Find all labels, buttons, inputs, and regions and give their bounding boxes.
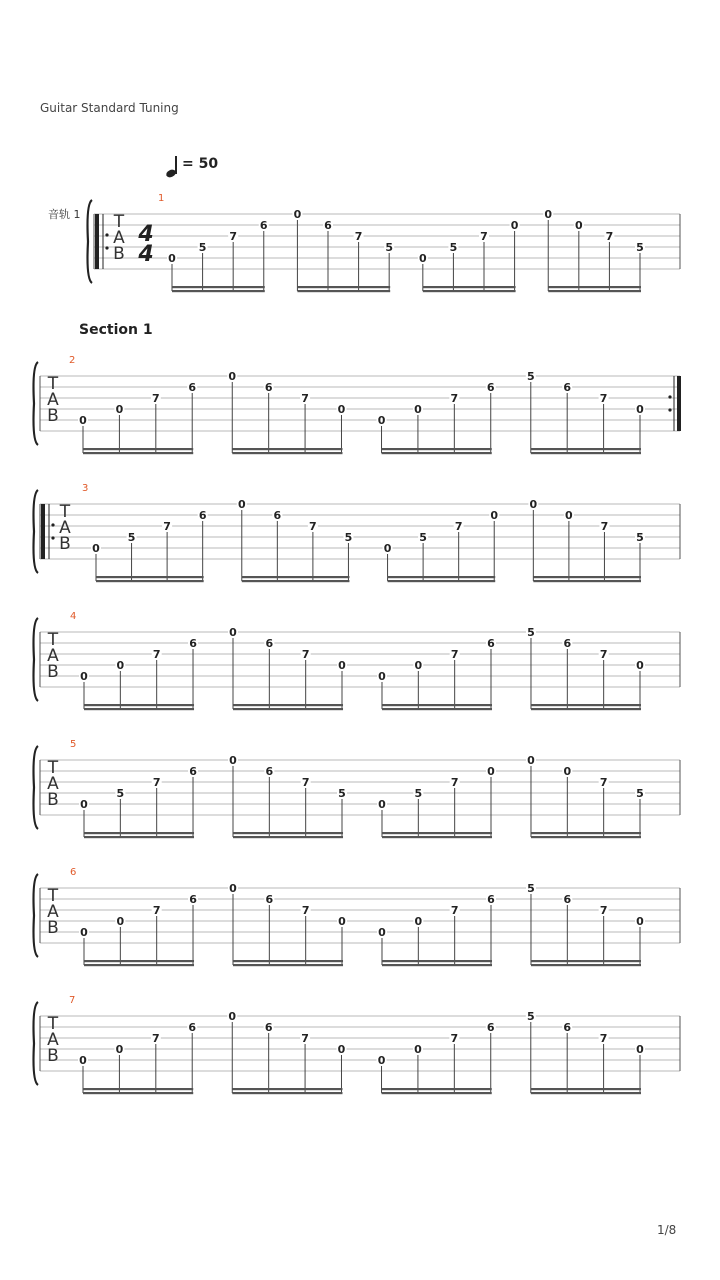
fret-number: 6 xyxy=(189,893,197,906)
beam xyxy=(233,964,343,966)
tuning-label: Guitar Standard Tuning xyxy=(40,101,179,115)
time-signature-bottom: 4 xyxy=(138,242,154,267)
fret-number: 0 xyxy=(378,798,386,811)
fret-number: 5 xyxy=(419,531,427,544)
fret-number: 0 xyxy=(636,403,644,416)
tab-clef-letter: A xyxy=(59,518,71,538)
fret-number: 0 xyxy=(574,219,583,232)
measure-number: 7 xyxy=(69,995,76,1006)
fret-number: 0 xyxy=(228,370,237,383)
fret-number: 0 xyxy=(636,1043,644,1056)
beam xyxy=(233,708,343,710)
fret-number: 0 xyxy=(510,219,519,232)
beam xyxy=(172,290,265,292)
beam xyxy=(531,1088,641,1090)
fret-number: 0 xyxy=(229,754,237,767)
fret-number: 7 xyxy=(599,776,608,789)
page-number: 1/8 xyxy=(657,1223,677,1237)
beam xyxy=(242,580,350,582)
fret-number: 0 xyxy=(636,915,644,928)
fret-number: 0 xyxy=(414,915,423,928)
beam xyxy=(382,960,492,962)
beam xyxy=(84,964,194,966)
fret-number: 7 xyxy=(152,904,161,917)
beam xyxy=(548,286,641,288)
fret-number: 0 xyxy=(228,1010,237,1023)
beam xyxy=(84,832,194,834)
fret-number: 7 xyxy=(599,904,608,917)
repeat-dot xyxy=(105,233,108,236)
fret-number: 0 xyxy=(378,926,386,939)
fret-number: 0 xyxy=(377,414,386,427)
fret-number: 0 xyxy=(168,252,176,265)
fret-number: 0 xyxy=(338,659,346,672)
fret-number: 6 xyxy=(188,1021,197,1034)
fret-number: 0 xyxy=(527,754,535,767)
tab-clef-letter: A xyxy=(47,1030,59,1050)
beam xyxy=(83,1088,193,1090)
fret-number: 7 xyxy=(301,392,309,405)
fret-number: 7 xyxy=(600,520,609,533)
beam xyxy=(382,832,492,834)
fret-number: 7 xyxy=(163,520,171,533)
beam xyxy=(84,704,194,706)
fret-number: 5 xyxy=(338,787,346,800)
fret-number: 7 xyxy=(229,230,238,243)
fret-number: 0 xyxy=(636,659,644,672)
beam xyxy=(297,290,390,292)
beam xyxy=(382,448,492,450)
fret-number: 7 xyxy=(301,904,310,917)
beam xyxy=(232,448,342,450)
fret-number: 7 xyxy=(151,1032,160,1045)
fret-number: 5 xyxy=(127,531,136,544)
fret-number: 0 xyxy=(383,542,392,555)
fret-number: 7 xyxy=(450,776,459,789)
beam xyxy=(531,1092,641,1094)
beam xyxy=(96,576,204,578)
fret-number: 6 xyxy=(487,893,495,906)
beam xyxy=(84,960,194,962)
beam xyxy=(382,1092,492,1094)
tempo-value: = 50 xyxy=(182,156,219,172)
tab-clef-letter: T xyxy=(59,502,71,522)
beam xyxy=(233,704,343,706)
repeat-dot xyxy=(51,536,54,539)
fret-number: 6 xyxy=(264,381,273,394)
measure-number: 5 xyxy=(70,739,77,750)
fret-number: 5 xyxy=(198,241,207,254)
beam xyxy=(548,290,641,292)
beam xyxy=(232,1092,342,1094)
section-label: Section 1 xyxy=(79,322,153,338)
tab-clef-letter: T xyxy=(47,758,59,778)
tab-clef-letter: T xyxy=(47,886,59,906)
repeat-dot xyxy=(668,408,671,411)
fret-number: 0 xyxy=(414,403,422,416)
tab-clef-letter: T xyxy=(47,374,59,394)
beam xyxy=(531,836,641,838)
repeat-end-thick-bar xyxy=(677,376,681,431)
fret-number: 0 xyxy=(414,659,423,672)
beam xyxy=(233,960,343,962)
fret-number: 5 xyxy=(414,787,423,800)
fret-number: 6 xyxy=(189,637,197,650)
tab-clef-letter: T xyxy=(47,1014,59,1034)
beam xyxy=(531,832,641,834)
fret-number: 0 xyxy=(80,798,88,811)
fret-number: 0 xyxy=(116,915,125,928)
repeat-dot xyxy=(51,523,54,526)
beam xyxy=(423,286,516,288)
fret-number: 7 xyxy=(301,776,310,789)
fret-number: 7 xyxy=(152,776,161,789)
beam xyxy=(83,452,193,454)
repeat-start-thick-bar xyxy=(41,504,45,559)
fret-number: 5 xyxy=(344,531,353,544)
beam xyxy=(84,836,194,838)
fret-number: 6 xyxy=(198,509,207,522)
fret-number: 6 xyxy=(264,1021,273,1034)
beam xyxy=(533,580,641,582)
beam xyxy=(382,704,492,706)
fret-number: 5 xyxy=(385,241,394,254)
system-brace xyxy=(88,200,93,283)
fret-number: 6 xyxy=(265,765,274,778)
fret-number: 0 xyxy=(79,1054,87,1067)
beam xyxy=(233,832,343,834)
beam xyxy=(172,286,265,288)
fret-number: 7 xyxy=(454,520,463,533)
beam xyxy=(531,964,641,966)
tab-clef-letter: B xyxy=(47,662,59,682)
system-brace xyxy=(34,1002,39,1085)
fret-number: 7 xyxy=(354,230,363,243)
fret-number: 6 xyxy=(487,637,495,650)
tab-clef-letter: B xyxy=(59,534,71,554)
beam xyxy=(84,708,194,710)
fret-number: 7 xyxy=(480,230,488,243)
beam xyxy=(242,576,350,578)
fret-number: 7 xyxy=(301,648,310,661)
fret-number: 6 xyxy=(324,219,332,232)
fret-number: 5 xyxy=(636,531,644,544)
fret-number: 6 xyxy=(259,219,268,232)
beam xyxy=(297,286,390,288)
fret-number: 0 xyxy=(544,208,553,221)
fret-number: 5 xyxy=(636,787,644,800)
beam xyxy=(382,452,492,454)
fret-number: 5 xyxy=(636,241,644,254)
beam xyxy=(533,576,641,578)
repeat-start-thick-bar xyxy=(95,214,99,269)
beam xyxy=(382,1088,492,1090)
fret-number: 6 xyxy=(188,381,197,394)
fret-number: 6 xyxy=(563,637,572,650)
fret-number: 0 xyxy=(565,509,573,522)
tab-clef-letter: B xyxy=(47,1046,59,1066)
measure-number: 2 xyxy=(69,355,76,366)
tab-clef-letter: B xyxy=(47,406,59,426)
beam xyxy=(96,580,204,582)
fret-number: 7 xyxy=(450,904,459,917)
measure-number: 4 xyxy=(70,611,77,622)
beam xyxy=(233,836,343,838)
beam xyxy=(382,836,492,838)
fret-number: 0 xyxy=(79,414,87,427)
fret-number: 7 xyxy=(450,1032,459,1045)
beam xyxy=(83,448,193,450)
fret-number: 0 xyxy=(338,915,346,928)
system-brace xyxy=(34,746,39,829)
tab-clef-letter: B xyxy=(113,244,125,264)
beam xyxy=(388,580,496,582)
beam xyxy=(531,452,641,454)
fret-number: 0 xyxy=(378,670,386,683)
fret-number: 6 xyxy=(273,509,282,522)
tab-clef-letter: A xyxy=(47,390,59,410)
fret-number: 0 xyxy=(229,882,237,895)
fret-number: 0 xyxy=(377,1054,386,1067)
fret-number: 0 xyxy=(237,498,246,511)
fret-number: 7 xyxy=(599,1032,608,1045)
system-brace xyxy=(34,618,39,701)
fret-number: 5 xyxy=(449,241,458,254)
fret-number: 7 xyxy=(151,392,160,405)
tab-clef-letter: A xyxy=(47,902,59,922)
repeat-dot xyxy=(105,246,108,249)
beam xyxy=(382,708,492,710)
measure-number: 3 xyxy=(82,483,89,494)
beam xyxy=(388,576,496,578)
fret-number: 7 xyxy=(301,1032,309,1045)
fret-number: 5 xyxy=(527,882,535,895)
system-brace xyxy=(34,362,39,445)
fret-number: 0 xyxy=(80,670,88,683)
beam xyxy=(423,290,516,292)
beam xyxy=(232,452,342,454)
tab-clef-letter: B xyxy=(47,790,59,810)
fret-number: 0 xyxy=(418,252,427,265)
time-signature-top: 4 xyxy=(138,222,154,247)
fret-number: 0 xyxy=(563,765,572,778)
measure-number: 1 xyxy=(158,193,165,204)
fret-number: 0 xyxy=(115,1043,124,1056)
fret-number: 0 xyxy=(229,626,237,639)
beam xyxy=(83,1092,193,1094)
fret-number: 0 xyxy=(529,498,538,511)
fret-number: 6 xyxy=(563,893,572,906)
fret-number: 0 xyxy=(293,208,302,221)
fret-number: 0 xyxy=(115,403,124,416)
fret-number: 0 xyxy=(337,1043,346,1056)
fret-number: 6 xyxy=(486,1021,495,1034)
fret-number: 7 xyxy=(309,520,317,533)
fret-number: 5 xyxy=(526,370,535,383)
fret-number: 5 xyxy=(527,626,535,639)
fret-number: 6 xyxy=(265,893,274,906)
fret-number: 7 xyxy=(599,648,608,661)
fret-number: 6 xyxy=(189,765,197,778)
beam xyxy=(232,1088,342,1090)
beam xyxy=(531,704,641,706)
measure-number: 6 xyxy=(70,867,77,878)
beam xyxy=(531,708,641,710)
tab-clef-letter: A xyxy=(47,774,59,794)
fret-number: 5 xyxy=(116,787,125,800)
fret-number: 7 xyxy=(599,392,608,405)
fret-number: 0 xyxy=(337,403,346,416)
fret-number: 6 xyxy=(563,1021,572,1034)
fret-number: 7 xyxy=(450,392,459,405)
system-brace xyxy=(34,490,39,573)
tab-clef-letter: T xyxy=(113,212,125,232)
beam xyxy=(531,960,641,962)
fret-number: 6 xyxy=(563,381,572,394)
tab-clef-letter: T xyxy=(47,630,59,650)
repeat-dot xyxy=(668,395,671,398)
fret-number: 0 xyxy=(414,1043,422,1056)
tab-clef-letter: A xyxy=(47,646,59,666)
tab-clef-letter: B xyxy=(47,918,59,938)
beam xyxy=(531,448,641,450)
fret-number: 7 xyxy=(605,230,614,243)
fret-number: 6 xyxy=(265,637,274,650)
fret-number: 0 xyxy=(487,765,495,778)
fret-number: 0 xyxy=(116,659,125,672)
track-name: 音轨 1 xyxy=(48,208,81,221)
fret-number: 0 xyxy=(80,926,88,939)
fret-number: 0 xyxy=(490,509,499,522)
fret-number: 0 xyxy=(92,542,100,555)
system-brace xyxy=(34,874,39,957)
fret-number: 7 xyxy=(450,648,459,661)
fret-number: 6 xyxy=(486,381,495,394)
fret-number: 7 xyxy=(152,648,161,661)
beam xyxy=(382,964,492,966)
fret-number: 5 xyxy=(526,1010,535,1023)
tab-clef-letter: A xyxy=(113,228,125,248)
